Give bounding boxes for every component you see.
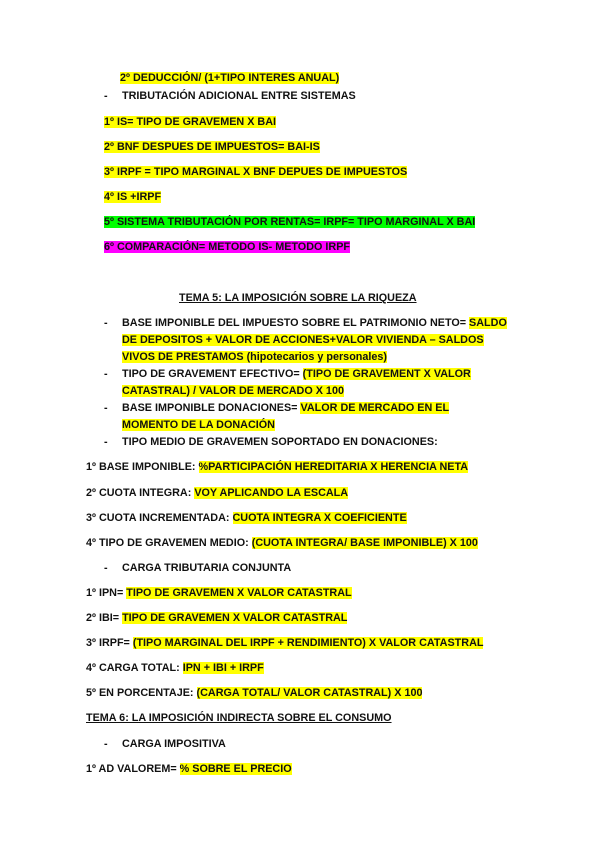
step-cuota-integra: 2º CUOTA INTEGRA: VOY APLICANDO LA ESCALA <box>86 487 349 499</box>
bullet-tipo-efectivo: TIPO DE GRAVEMENT EFECTIVO= (TIPO DE GRAVEMENT X VALOR <box>122 368 471 380</box>
step-is-irpf: 4º IS +IRPF <box>104 191 162 203</box>
bullet-carga-impositiva: CARGA IMPOSITIVA <box>122 738 226 750</box>
step-ipn: 1º IPN= TIPO DE GRAVEMEN X VALOR CATASTRAL <box>86 587 352 599</box>
bullet-tipo-efectivo-cont: CATASTRAL) / VALOR DE MERCADO X 100 <box>122 385 344 397</box>
bullet-base-donaciones: BASE IMPONIBLE DONACIONES= VALOR DE MERCADO EN EL <box>122 402 450 414</box>
bullet-dash: - <box>104 738 108 750</box>
step-base-imponible: 1º BASE IMPONIBLE: %PARTICIPACIÓN HEREDITARIA X HERENCIA NETA <box>86 461 469 473</box>
bullet-dash: - <box>104 317 108 329</box>
bullet-tipo-medio: TIPO MEDIO DE GRAVEMEN SOPORTADO EN DONACIONES: <box>122 436 438 448</box>
section-heading-tema6: TEMA 6: LA IMPOSICIÓN INDIRECTA SOBRE EL CONSUMO <box>86 712 392 724</box>
bullet-dash: - <box>104 402 108 414</box>
step-bnf: 2º BNF DESPUES DE IMPUESTOS= BAI-IS <box>104 141 320 153</box>
bullet-dash: - <box>104 90 108 102</box>
step-carga-total: 4º CARGA TOTAL: IPN + IBI + IRPF <box>86 662 264 674</box>
bullet-base-patrimonio-cont1: DE DEPOSITOS + VALOR DE ACCIONES+VALOR VIVIENDA – SALDOS <box>122 334 484 346</box>
step-comparacion: 6º COMPARACIÓN= METODO IS- METODO IRPF <box>104 241 350 253</box>
bullet-dash: - <box>104 368 108 380</box>
step-tipo-medio: 4º TIPO DE GRAVEMEN MEDIO: (CUOTA INTEGRA/ BASE IMPONIBLE) X 100 <box>86 537 478 549</box>
step-irpf: 3º IRPF = TIPO MARGINAL X BNF DEPUES DE IMPUESTOS <box>104 166 408 178</box>
bullet-tributacion-adicional: TRIBUTACIÓN ADICIONAL ENTRE SISTEMAS <box>122 90 356 102</box>
section-heading-tema5: TEMA 5: LA IMPOSICIÓN SOBRE LA RIQUEZA <box>179 292 417 304</box>
bullet-dash: - <box>104 436 108 448</box>
step-sistema-rentas: 5º SISTEMA TRIBUTACIÓN POR RENTAS= IRPF= TIPO MARGINAL X BAI <box>104 216 476 228</box>
step-cuota-incrementada: 3º CUOTA INCREMENTADA: CUOTA INTEGRA X COEFICIENTE <box>86 512 407 524</box>
step-is: 1º IS= TIPO DE GRAVEMEN X BAI <box>104 116 277 128</box>
step-ibi: 2º IBI= TIPO DE GRAVEMEN X VALOR CATASTRAL <box>86 612 348 624</box>
bullet-carga-conjunta: CARGA TRIBUTARIA CONJUNTA <box>122 562 292 574</box>
bullet-base-patrimonio-cont2: VIVOS DE PRESTAMOS (hipotecarios y personales) <box>122 351 387 363</box>
bullet-base-donaciones-cont: MOMENTO DE LA DONACIÓN <box>122 419 275 431</box>
bullet-dash: - <box>104 562 108 574</box>
step-porcentaje: 5º EN PORCENTAJE: (CARGA TOTAL/ VALOR CATASTRAL) X 100 <box>86 687 423 699</box>
step-ad-valorem: 1º AD VALOREM= % SOBRE EL PRECIO <box>86 763 292 775</box>
step-irpf-catastral: 3º IRPF= (TIPO MARGINAL DEL IRPF + RENDIMIENTO) X VALOR CATASTRAL <box>86 637 484 649</box>
bullet-base-patrimonio: BASE IMPONIBLE DEL IMPUESTO SOBRE EL PATRIMONIO NETO= SALDO <box>122 317 507 329</box>
line-deduccion: 2º DEDUCCIÓN/ (1+TIPO INTERES ANUAL) <box>120 72 340 84</box>
